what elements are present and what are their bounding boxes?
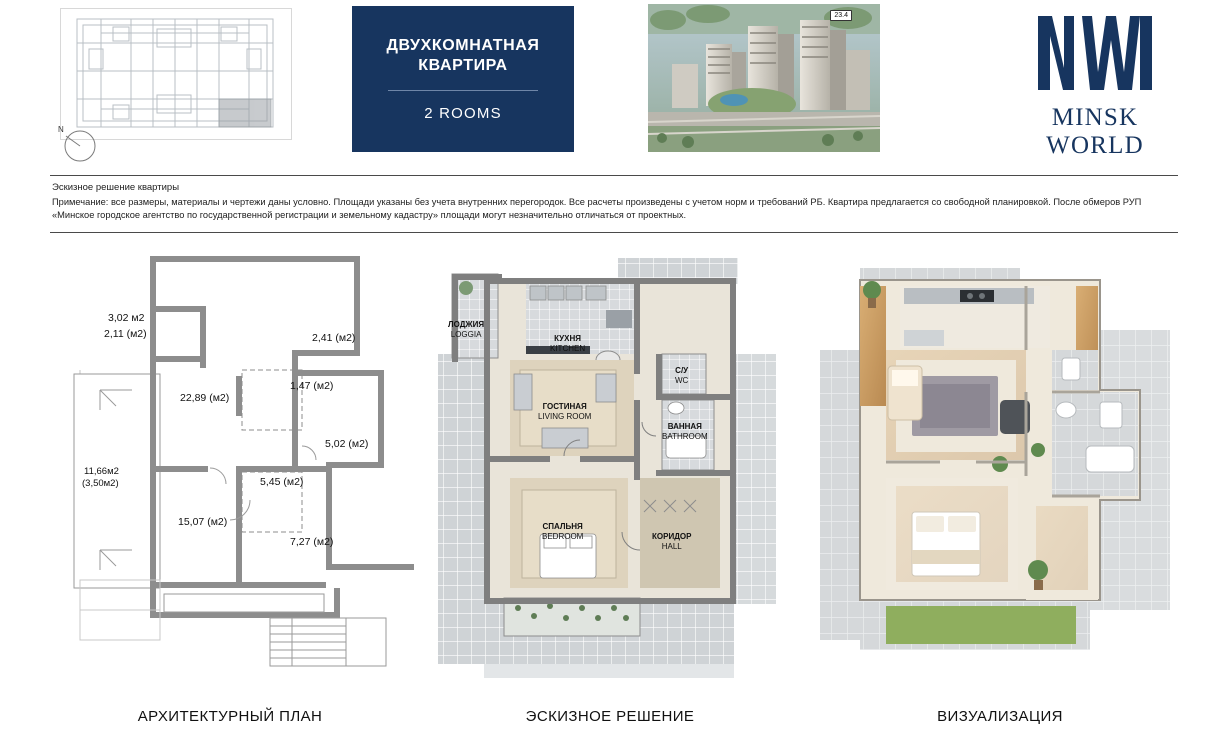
- room-name-en: BEDROOM: [542, 531, 584, 541]
- room-name-ru: ГОСТИНАЯ: [542, 402, 587, 411]
- sketch-plan: [430, 250, 790, 695]
- brand-logo: [1000, 10, 1190, 159]
- aerial-view-image: [648, 4, 880, 152]
- room-name-en: KITCHEN: [550, 343, 586, 353]
- room-name-en: BATHROOM: [662, 431, 708, 441]
- header-divider: [50, 175, 1178, 176]
- room-name-ru: ЛОДЖИЯ: [448, 320, 485, 329]
- room-name-en: HALL: [661, 541, 682, 551]
- room-name-ru: КУХНЯ: [554, 334, 582, 343]
- title-ru-line1: ДВУХКОМНАТНАЯ: [386, 37, 540, 54]
- room-name-ru: ВАННАЯ: [667, 422, 702, 431]
- mw-monogram-icon: [1036, 10, 1154, 96]
- area-label: 5,45 (м2): [260, 476, 304, 488]
- room-label-loggia: [448, 320, 484, 339]
- area-label: 22,89 (м2): [180, 392, 230, 404]
- room-name-en: LIVING ROOM: [538, 411, 592, 421]
- caption-sketch-plan: ЭСКИЗНОЕ РЕШЕНИЕ: [525, 708, 695, 725]
- area-label: (3,50м2): [82, 478, 119, 489]
- area-label: 15,07 (м2): [178, 516, 228, 528]
- brand-name: MINSK WORLD: [1046, 104, 1144, 159]
- title-divider: [388, 90, 538, 91]
- title-en: 2 ROOMS: [424, 105, 502, 122]
- visualization-render: [800, 250, 1200, 695]
- room-name-en: WC: [675, 375, 689, 385]
- room-label-bedroom: [542, 522, 583, 541]
- room-name-ru: КОРИДОР: [652, 532, 692, 541]
- room-label-bathroom: [662, 422, 708, 441]
- room-label-wc: [675, 366, 688, 385]
- header: [0, 0, 1226, 172]
- area-label: 2,11 (м2): [104, 328, 147, 340]
- room-name-ru: СПАЛЬНЯ: [542, 522, 583, 531]
- note-divider: [50, 232, 1178, 233]
- compass-icon: [56, 122, 102, 168]
- note-block: [52, 182, 1182, 222]
- room-label-hall: [652, 532, 691, 551]
- architectural-plan: [40, 250, 420, 695]
- area-label: 3,02 м2: [108, 312, 145, 324]
- svg-text:N: N: [58, 125, 64, 134]
- area-label: 2,41 (м2): [312, 332, 356, 344]
- area-label: 1,47 (м2): [290, 380, 334, 392]
- room-name-ru: С/У: [675, 366, 689, 375]
- note-body: Примечание: все размеры, материалы и чертежи даны условно. Площади указаны без учета внутренних перегородок. Все расчеты произведены с учетом норм и требований РБ. Квартира предлагается со свободной планировкой. После обмеров РУП «Минское городское агентство по государственной регистрации и земельному кадастру» площади могут незначительно отличаться от проектных.: [52, 197, 1142, 220]
- caption-visualization: ВИЗУАЛИЗАЦИЯ: [937, 708, 1063, 725]
- room-label-living-room: [538, 402, 591, 421]
- building-key-plan: [60, 8, 292, 140]
- aerial-badge: 23.4: [830, 10, 852, 21]
- apartment-type-title: [352, 6, 574, 152]
- room-label-kitchen: [550, 334, 585, 353]
- note-title: Эскизное решение квартиры: [52, 182, 180, 193]
- area-label: 5,02 (м2): [325, 438, 369, 450]
- title-ru-line2: КВАРТИРА: [418, 57, 508, 74]
- room-name-en: LOGGIA: [450, 329, 482, 339]
- area-label: 11,66м2: [84, 466, 119, 477]
- area-label: 7,27 (м2): [290, 536, 334, 548]
- caption-architectural-plan: АРХИТЕКТУРНЫЙ ПЛАН: [137, 708, 323, 725]
